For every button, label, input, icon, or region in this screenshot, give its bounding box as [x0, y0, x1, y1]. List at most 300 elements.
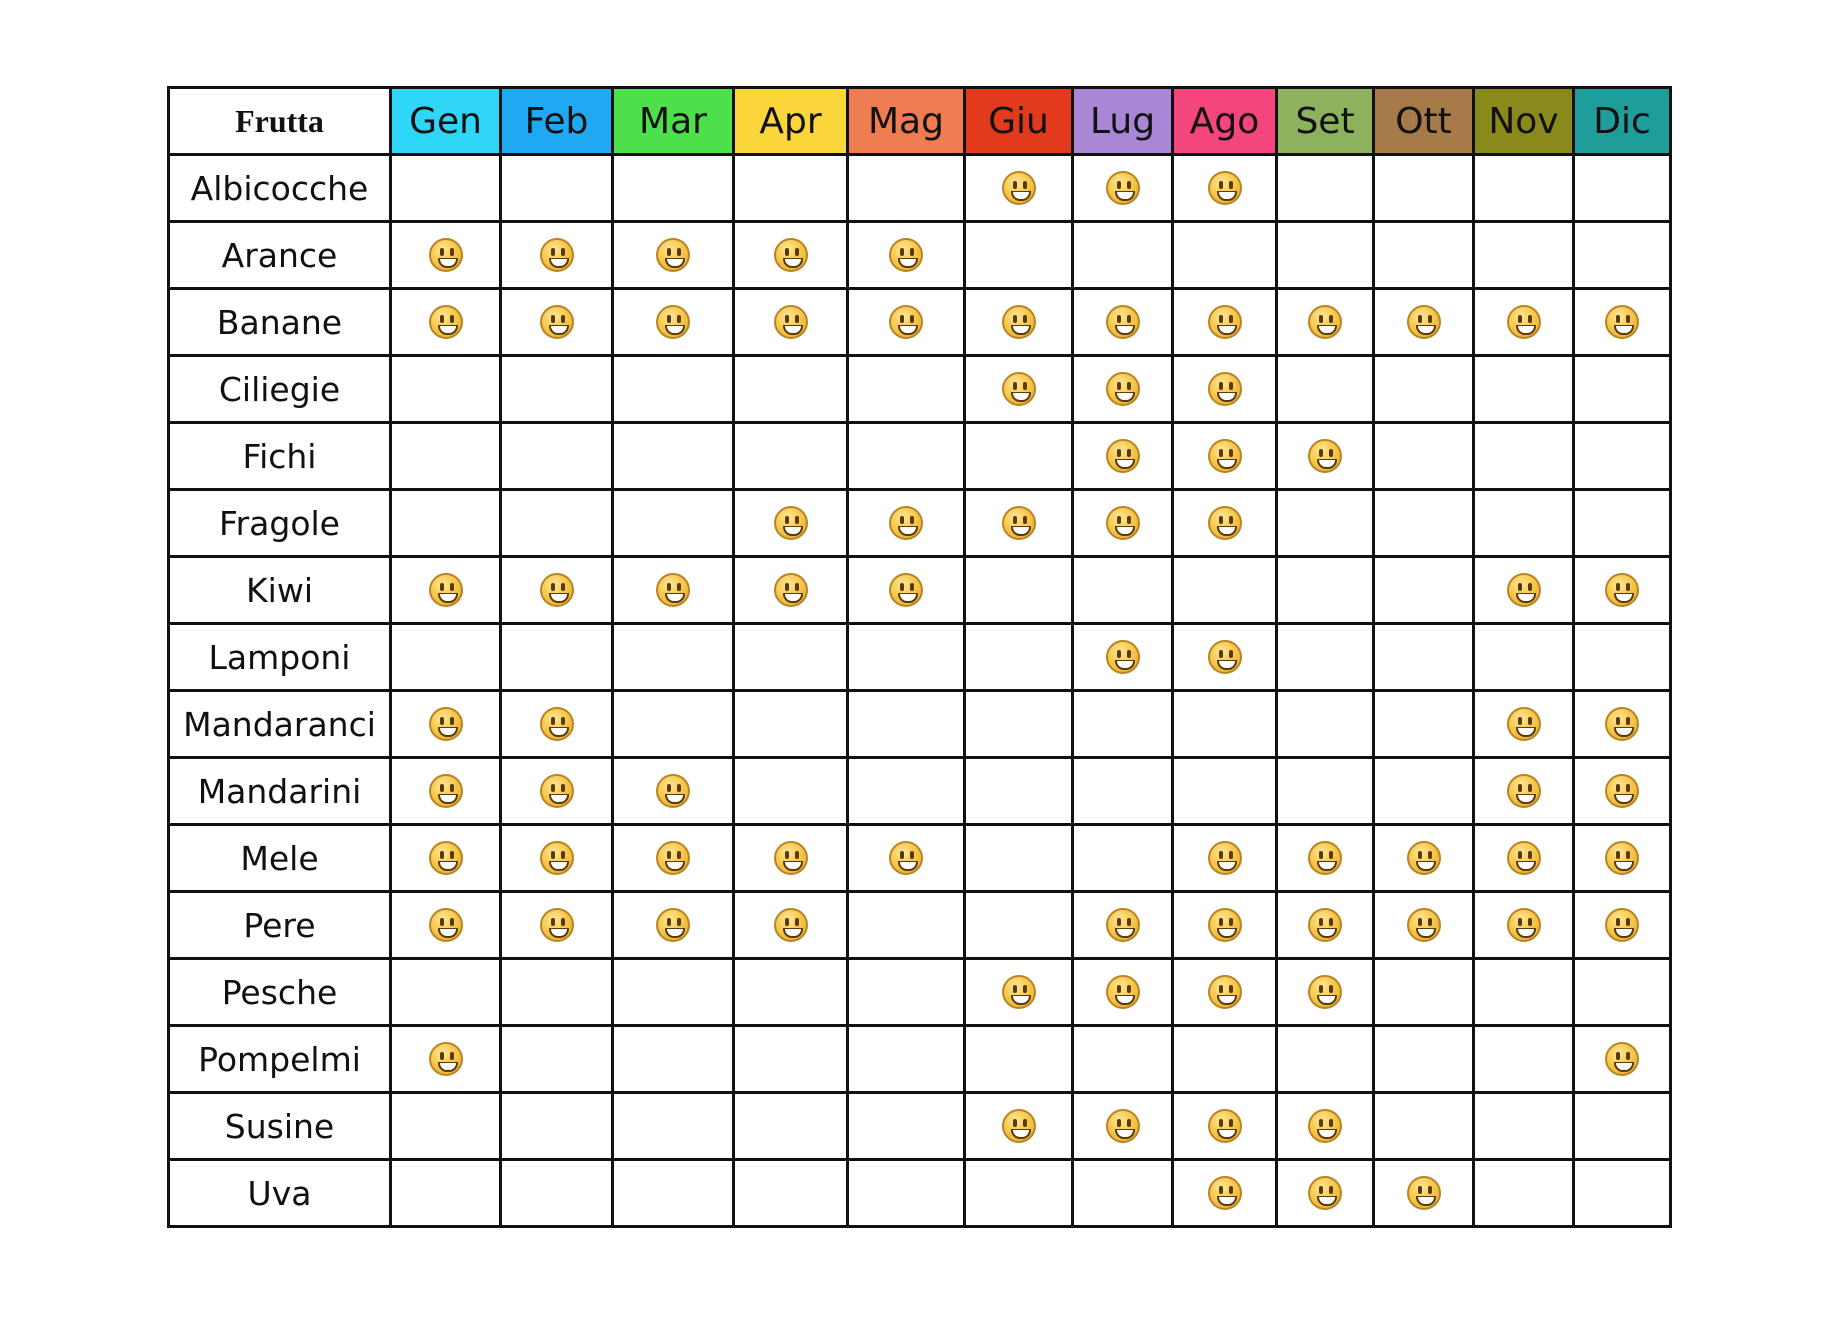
month-header-giu: Giu	[965, 88, 1073, 155]
season-cell	[1173, 892, 1277, 959]
season-cell	[1474, 1026, 1574, 1093]
smiley-face-icon	[656, 774, 690, 808]
season-cell	[734, 490, 848, 557]
smiley-face-icon	[1407, 1176, 1441, 1210]
month-header-mar: Mar	[613, 88, 734, 155]
season-cell	[734, 892, 848, 959]
season-cell	[965, 557, 1073, 624]
season-cell	[1173, 557, 1277, 624]
season-cell	[1173, 1026, 1277, 1093]
smiley-face-icon	[1407, 841, 1441, 875]
season-cell	[1474, 825, 1574, 892]
season-cell	[1374, 423, 1474, 490]
season-cell	[613, 758, 734, 825]
smiley-face-icon	[1208, 439, 1242, 473]
smiley-face-icon	[889, 506, 923, 540]
season-cell	[734, 557, 848, 624]
smiley-face-icon	[656, 238, 690, 272]
season-cell	[1073, 490, 1173, 557]
table-row	[169, 356, 1671, 423]
table-row	[169, 222, 1671, 289]
season-cell	[391, 423, 501, 490]
season-cell	[1574, 959, 1671, 1026]
season-cell	[1574, 1093, 1671, 1160]
season-cell	[501, 557, 613, 624]
season-cell	[391, 222, 501, 289]
season-cell	[734, 758, 848, 825]
smiley-face-icon	[429, 908, 463, 942]
smiley-face-icon	[1605, 573, 1639, 607]
smiley-face-icon	[656, 908, 690, 942]
smiley-face-icon	[540, 908, 574, 942]
season-cell	[1474, 1160, 1574, 1227]
season-cell	[848, 1093, 965, 1160]
season-cell	[1474, 1093, 1574, 1160]
smiley-face-icon	[1308, 1176, 1342, 1210]
smiley-face-icon	[1208, 372, 1242, 406]
smiley-face-icon	[1106, 908, 1140, 942]
smiley-face-icon	[1507, 841, 1541, 875]
season-cell	[1574, 758, 1671, 825]
smiley-face-icon	[1507, 573, 1541, 607]
smiley-face-icon	[429, 774, 463, 808]
season-cell	[1474, 959, 1574, 1026]
table-row	[169, 624, 1671, 691]
smiley-face-icon	[774, 908, 808, 942]
season-cell	[848, 490, 965, 557]
smiley-face-icon	[889, 841, 923, 875]
smiley-face-icon	[1605, 1042, 1639, 1076]
smiley-face-icon	[1208, 975, 1242, 1009]
season-cell	[848, 155, 965, 222]
season-cell	[1277, 289, 1374, 356]
season-cell	[501, 423, 613, 490]
season-cell	[848, 892, 965, 959]
season-cell	[1277, 825, 1374, 892]
smiley-face-icon	[1208, 506, 1242, 540]
season-cell	[1474, 758, 1574, 825]
season-cell	[1073, 959, 1173, 1026]
season-cell	[1574, 825, 1671, 892]
smiley-face-icon	[1605, 774, 1639, 808]
fruit-season-table	[167, 86, 1672, 1228]
smiley-face-icon	[1407, 908, 1441, 942]
season-cell	[1073, 1026, 1173, 1093]
season-cell	[965, 624, 1073, 691]
season-cell	[734, 289, 848, 356]
season-cell	[848, 691, 965, 758]
season-cell	[1173, 624, 1277, 691]
season-cell	[848, 624, 965, 691]
season-cell	[1073, 423, 1173, 490]
season-cell	[965, 691, 1073, 758]
season-cell	[1173, 825, 1277, 892]
fruit-column-header: Frutta	[169, 88, 391, 155]
month-header-ott: Ott	[1374, 88, 1474, 155]
month-header-gen: Gen	[391, 88, 501, 155]
season-cell	[734, 624, 848, 691]
fruit-name-cell: Ciliegie	[169, 356, 391, 423]
smiley-face-icon	[1605, 707, 1639, 741]
season-cell	[391, 1160, 501, 1227]
smiley-face-icon	[1106, 640, 1140, 674]
smiley-face-icon	[1106, 506, 1140, 540]
season-cell	[1277, 222, 1374, 289]
season-cell	[965, 959, 1073, 1026]
season-cell	[734, 691, 848, 758]
smiley-face-icon	[1106, 305, 1140, 339]
month-header-feb: Feb	[501, 88, 613, 155]
smiley-face-icon	[656, 305, 690, 339]
season-cell	[1474, 490, 1574, 557]
table-row	[169, 289, 1671, 356]
season-cell	[613, 356, 734, 423]
smiley-face-icon	[889, 305, 923, 339]
smiley-face-icon	[429, 841, 463, 875]
season-cell	[613, 490, 734, 557]
month-header-nov: Nov	[1474, 88, 1574, 155]
season-cell	[1574, 557, 1671, 624]
table-body	[169, 155, 1671, 1227]
smiley-face-icon	[1308, 305, 1342, 339]
month-header-apr: Apr	[734, 88, 848, 155]
fruit-name-cell: Albicocche	[169, 155, 391, 222]
season-cell	[1173, 959, 1277, 1026]
smiley-face-icon	[1308, 1109, 1342, 1143]
fruit-name-cell: Kiwi	[169, 557, 391, 624]
smiley-face-icon	[1002, 171, 1036, 205]
season-cell	[1374, 356, 1474, 423]
smiley-face-icon	[1507, 774, 1541, 808]
smiley-face-icon	[1308, 975, 1342, 1009]
season-cell	[501, 691, 613, 758]
season-cell	[613, 289, 734, 356]
fruit-name-cell: Susine	[169, 1093, 391, 1160]
season-cell	[1474, 892, 1574, 959]
season-cell	[848, 222, 965, 289]
season-cell	[965, 825, 1073, 892]
smiley-face-icon	[1002, 975, 1036, 1009]
season-cell	[501, 155, 613, 222]
season-cell	[1073, 222, 1173, 289]
smiley-face-icon	[1208, 640, 1242, 674]
season-cell	[734, 959, 848, 1026]
season-cell	[613, 222, 734, 289]
smiley-face-icon	[1308, 841, 1342, 875]
season-cell	[1277, 356, 1374, 423]
smiley-face-icon	[1605, 841, 1639, 875]
smiley-face-icon	[889, 238, 923, 272]
season-cell	[1173, 222, 1277, 289]
season-cell	[1073, 758, 1173, 825]
season-cell	[965, 1093, 1073, 1160]
smiley-face-icon	[540, 238, 574, 272]
season-cell	[391, 1093, 501, 1160]
season-cell	[1474, 423, 1574, 490]
smiley-face-icon	[1507, 707, 1541, 741]
fruit-name-cell: Arance	[169, 222, 391, 289]
season-cell	[1574, 289, 1671, 356]
season-cell	[1073, 1160, 1173, 1227]
season-cell	[1277, 691, 1374, 758]
fruit-name-cell: Banane	[169, 289, 391, 356]
table-row	[169, 490, 1671, 557]
season-cell	[613, 892, 734, 959]
smiley-face-icon	[1308, 908, 1342, 942]
season-cell	[613, 959, 734, 1026]
season-cell	[848, 1160, 965, 1227]
season-cell	[501, 758, 613, 825]
season-cell	[1474, 289, 1574, 356]
fruit-name-cell: Mandaranci	[169, 691, 391, 758]
season-cell	[734, 1160, 848, 1227]
season-cell	[391, 1026, 501, 1093]
season-cell	[1574, 1026, 1671, 1093]
season-cell	[965, 892, 1073, 959]
season-cell	[1374, 624, 1474, 691]
season-cell	[1073, 289, 1173, 356]
smiley-face-icon	[1208, 841, 1242, 875]
season-cell	[1073, 1093, 1173, 1160]
smiley-face-icon	[1106, 975, 1140, 1009]
season-cell	[1474, 356, 1574, 423]
season-cell	[391, 892, 501, 959]
season-cell	[1173, 758, 1277, 825]
season-cell	[613, 1026, 734, 1093]
fruit-name-cell: Pesche	[169, 959, 391, 1026]
fruit-name-cell: Mele	[169, 825, 391, 892]
smiley-face-icon	[1605, 305, 1639, 339]
season-cell	[965, 289, 1073, 356]
season-cell	[1173, 289, 1277, 356]
smiley-face-icon	[774, 305, 808, 339]
smiley-face-icon	[1308, 439, 1342, 473]
season-cell	[1374, 1026, 1474, 1093]
fruit-name-cell: Fragole	[169, 490, 391, 557]
season-cell	[501, 624, 613, 691]
table-row	[169, 155, 1671, 222]
season-cell	[1173, 1093, 1277, 1160]
season-cell	[391, 289, 501, 356]
season-cell	[734, 825, 848, 892]
season-cell	[734, 423, 848, 490]
smiley-face-icon	[774, 841, 808, 875]
season-cell	[1574, 490, 1671, 557]
season-cell	[501, 959, 613, 1026]
fruit-name-cell: Lamponi	[169, 624, 391, 691]
season-cell	[613, 557, 734, 624]
table-row	[169, 892, 1671, 959]
season-cell	[965, 490, 1073, 557]
smiley-face-icon	[429, 1042, 463, 1076]
season-cell	[1374, 557, 1474, 624]
fruit-name-cell: Uva	[169, 1160, 391, 1227]
table-row	[169, 825, 1671, 892]
season-cell	[501, 490, 613, 557]
season-cell	[1474, 155, 1574, 222]
smiley-face-icon	[774, 238, 808, 272]
smiley-face-icon	[429, 573, 463, 607]
smiley-face-icon	[1106, 439, 1140, 473]
season-cell	[848, 356, 965, 423]
season-cell	[1374, 1093, 1474, 1160]
season-cell	[1073, 557, 1173, 624]
season-cell	[1173, 423, 1277, 490]
season-cell	[1277, 1026, 1374, 1093]
season-cell	[1574, 356, 1671, 423]
season-cell	[1277, 155, 1374, 222]
smiley-face-icon	[889, 573, 923, 607]
table-row	[169, 959, 1671, 1026]
season-cell	[391, 490, 501, 557]
table-row	[169, 691, 1671, 758]
season-cell	[501, 222, 613, 289]
season-cell	[1173, 490, 1277, 557]
season-cell	[613, 691, 734, 758]
season-cell	[1574, 624, 1671, 691]
season-cell	[1173, 1160, 1277, 1227]
season-cell	[1374, 892, 1474, 959]
season-cell	[1277, 557, 1374, 624]
season-cell	[501, 892, 613, 959]
season-cell	[1073, 892, 1173, 959]
season-cell	[1277, 892, 1374, 959]
season-cell	[1277, 423, 1374, 490]
season-cell	[1374, 490, 1474, 557]
season-cell	[1073, 155, 1173, 222]
season-cell	[1374, 758, 1474, 825]
season-cell	[501, 825, 613, 892]
season-cell	[734, 1026, 848, 1093]
season-cell	[734, 356, 848, 423]
season-cell	[1073, 691, 1173, 758]
season-cell	[965, 356, 1073, 423]
smiley-face-icon	[1507, 908, 1541, 942]
season-cell	[1277, 624, 1374, 691]
smiley-face-icon	[1507, 305, 1541, 339]
table-row	[169, 1093, 1671, 1160]
smiley-face-icon	[1002, 305, 1036, 339]
season-cell	[1374, 289, 1474, 356]
smiley-face-icon	[1002, 372, 1036, 406]
header-row	[169, 88, 1671, 155]
season-cell	[848, 557, 965, 624]
season-cell	[1574, 1160, 1671, 1227]
season-cell	[1574, 222, 1671, 289]
season-cell	[848, 289, 965, 356]
season-cell	[1277, 959, 1374, 1026]
smiley-face-icon	[656, 841, 690, 875]
season-cell	[965, 1026, 1073, 1093]
smiley-face-icon	[429, 238, 463, 272]
season-cell	[391, 758, 501, 825]
season-cell	[1374, 691, 1474, 758]
month-header-dic: Dic	[1574, 88, 1671, 155]
season-cell	[1474, 557, 1574, 624]
month-header-lug: Lug	[1073, 88, 1173, 155]
fruit-name-cell: Fichi	[169, 423, 391, 490]
smiley-face-icon	[1208, 908, 1242, 942]
season-cell	[965, 222, 1073, 289]
season-cell	[1073, 825, 1173, 892]
season-cell	[1073, 356, 1173, 423]
season-cell	[391, 356, 501, 423]
month-header-set: Set	[1277, 88, 1374, 155]
season-cell	[848, 959, 965, 1026]
smiley-face-icon	[774, 506, 808, 540]
season-cell	[734, 1093, 848, 1160]
season-cell	[1173, 155, 1277, 222]
season-cell	[1277, 758, 1374, 825]
season-cell	[848, 825, 965, 892]
season-cell	[1277, 1093, 1374, 1160]
season-cell	[391, 624, 501, 691]
month-header-mag: Mag	[848, 88, 965, 155]
season-cell	[613, 825, 734, 892]
season-cell	[965, 1160, 1073, 1227]
season-cell	[1277, 490, 1374, 557]
season-cell	[848, 423, 965, 490]
month-header-ago: Ago	[1173, 88, 1277, 155]
season-cell	[1173, 356, 1277, 423]
season-cell	[613, 1093, 734, 1160]
season-cell	[1474, 222, 1574, 289]
table-row	[169, 423, 1671, 490]
smiley-face-icon	[1106, 1109, 1140, 1143]
season-cell	[391, 557, 501, 624]
season-cell	[391, 691, 501, 758]
season-cell	[501, 356, 613, 423]
season-cell	[1574, 423, 1671, 490]
season-cell	[848, 1026, 965, 1093]
season-cell	[1374, 959, 1474, 1026]
season-cell	[965, 758, 1073, 825]
season-cell	[391, 155, 501, 222]
season-cell	[1173, 691, 1277, 758]
season-cell	[734, 155, 848, 222]
smiley-face-icon	[1002, 506, 1036, 540]
smiley-face-icon	[1106, 372, 1140, 406]
smiley-face-icon	[540, 841, 574, 875]
season-cell	[848, 758, 965, 825]
smiley-face-icon	[429, 707, 463, 741]
season-cell	[1574, 892, 1671, 959]
smiley-face-icon	[1208, 171, 1242, 205]
smiley-face-icon	[429, 305, 463, 339]
fruit-name-cell: Pere	[169, 892, 391, 959]
season-cell	[1574, 691, 1671, 758]
season-cell	[391, 825, 501, 892]
table-row	[169, 1026, 1671, 1093]
smiley-face-icon	[540, 573, 574, 607]
season-cell	[1374, 825, 1474, 892]
season-cell	[501, 289, 613, 356]
season-cell	[613, 423, 734, 490]
season-cell	[1574, 155, 1671, 222]
season-cell	[501, 1160, 613, 1227]
table-row	[169, 1160, 1671, 1227]
season-cell	[613, 155, 734, 222]
season-cell	[1374, 155, 1474, 222]
season-cell	[734, 222, 848, 289]
smiley-face-icon	[1208, 1176, 1242, 1210]
smiley-face-icon	[1208, 1109, 1242, 1143]
fruit-name-cell: Pompelmi	[169, 1026, 391, 1093]
season-cell	[965, 155, 1073, 222]
season-cell	[501, 1093, 613, 1160]
smiley-face-icon	[656, 573, 690, 607]
table-row	[169, 557, 1671, 624]
